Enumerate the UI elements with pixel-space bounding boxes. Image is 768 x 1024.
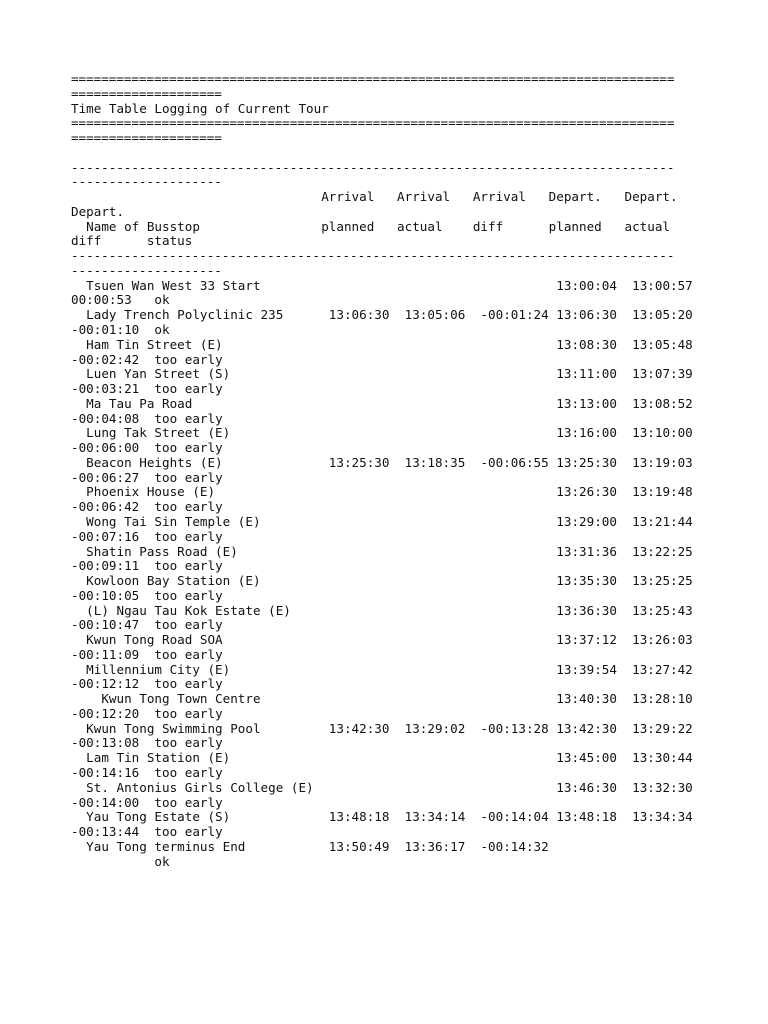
table-row-line	[71, 781, 751, 796]
arrival-actual	[405, 632, 473, 647]
table-row-line	[71, 397, 751, 412]
stop-name: Kwun Tong Road SOA	[71, 632, 329, 648]
table-row-line	[71, 574, 751, 589]
stop-name: Yau Tong terminus End	[71, 838, 329, 854]
table-row-line	[71, 293, 751, 308]
departure-actual: 13:28:10	[632, 691, 693, 707]
departure-diff: -00:02:42	[71, 351, 155, 367]
departure-diff: -00:07:16	[71, 528, 155, 544]
table-row-line	[71, 751, 751, 766]
departure-planned: 13:35:30	[556, 573, 633, 589]
arrival-diff: -00:06:55	[472, 454, 557, 470]
status-text: too early	[154, 528, 223, 544]
stop-name: Beacon Heights (E)	[71, 454, 329, 470]
arrival-diff	[473, 544, 556, 559]
departure-planned: 13:31:36	[556, 543, 633, 559]
arrival-planned	[329, 750, 405, 765]
departure-planned: 13:42:30	[556, 720, 633, 736]
departure-planned: 13:25:30	[556, 454, 633, 470]
departure-planned: 13:37:12	[556, 632, 633, 648]
stop-name: (L) Ngau Tau Kok Estate (E)	[71, 602, 329, 618]
departure-planned: 13:48:18	[556, 809, 633, 825]
status-text: too early	[154, 794, 223, 810]
table-header-line: Arrival Arrival Arrival Depart. Depart.	[71, 189, 678, 205]
departure-planned: 13:00:04	[556, 277, 633, 293]
timetable-log-document	[71, 72, 751, 869]
departure-actual: 13:25:43	[632, 602, 693, 618]
stop-name: Lam Tin Station (E)	[71, 750, 329, 766]
arrival-diff	[473, 632, 556, 647]
table-row-line	[71, 648, 751, 663]
arrival-actual	[405, 603, 473, 618]
stop-name: Phoenix House (E)	[71, 484, 329, 500]
status-text: too early	[154, 617, 223, 633]
table-row-line	[71, 367, 751, 382]
arrival-planned	[329, 337, 405, 352]
departure-diff: 00:00:53	[71, 292, 155, 308]
departure-actual: 13:22:25	[632, 543, 693, 559]
departure-planned: 13:13:00	[556, 395, 633, 411]
table-row-line	[71, 604, 751, 619]
departure-diff: -00:13:44	[71, 824, 155, 840]
departure-diff: -00:10:47	[71, 617, 155, 633]
arrival-planned	[329, 544, 405, 559]
stop-name: Kowloon Bay Station (E)	[71, 573, 329, 589]
arrival-actual: 13:36:17	[404, 838, 473, 854]
arrival-diff: -00:01:24	[472, 307, 557, 323]
table-header-line: diff status	[71, 233, 193, 249]
table-row-line	[71, 722, 751, 737]
departure-diff: -00:03:21	[71, 381, 155, 397]
status-text: too early	[154, 381, 223, 397]
arrival-actual	[405, 662, 473, 677]
table-row-line	[71, 796, 751, 811]
departure-planned: 13:45:00	[556, 750, 633, 766]
arrival-diff: -00:14:32	[472, 838, 557, 854]
stop-name: St. Antonius Girls College (E)	[71, 779, 329, 795]
arrival-planned: 13:50:49	[328, 838, 405, 854]
departure-actual: 13:29:22	[632, 720, 693, 736]
departure-planned: 13:11:00	[556, 366, 633, 382]
arrival-diff	[473, 603, 556, 618]
single-rule: --------------------------------------------------------------------------------	[71, 159, 675, 175]
table-row	[71, 722, 751, 752]
departure-actual: 13:07:39	[632, 366, 693, 382]
arrival-actual	[405, 691, 473, 706]
stop-name: Tsuen Wan West 33 Start	[71, 277, 329, 293]
departure-actual: 13:19:03	[632, 454, 693, 470]
arrival-actual	[405, 484, 473, 499]
stop-name: Kwun Tong Swimming Pool	[71, 720, 329, 736]
table-row-line	[71, 677, 751, 692]
arrival-actual: 13:29:02	[404, 720, 473, 736]
departure-diff: -00:10:05	[71, 587, 155, 603]
table-header-line: Name of Busstop planned actual diff planned actual	[71, 218, 670, 234]
status-text: too early	[154, 646, 223, 662]
arrival-diff	[473, 750, 556, 765]
table-row	[71, 692, 751, 722]
departure-actual: 13:05:48	[632, 336, 693, 352]
arrival-planned	[329, 514, 405, 529]
table-row-line	[71, 618, 751, 633]
status-text: too early	[154, 676, 223, 692]
table-row-line	[71, 279, 751, 294]
departure-planned: 13:26:30	[556, 484, 633, 500]
table-row	[71, 781, 751, 811]
departure-planned	[556, 839, 632, 854]
arrival-actual	[405, 366, 473, 381]
status-text: too early	[154, 499, 223, 515]
table-row-line	[71, 515, 751, 530]
table-row-line	[71, 441, 751, 456]
arrival-actual: 13:18:35	[404, 454, 473, 470]
stop-name: Wong Tai Sin Temple (E)	[71, 513, 329, 529]
stop-name: Yau Tong Estate (S)	[71, 809, 329, 825]
departure-actual: 13:30:44	[632, 750, 693, 766]
table-row	[71, 456, 751, 486]
page-title: Time Table Logging of Current Tour	[71, 100, 329, 116]
departure-actual: 13:05:20	[632, 307, 693, 323]
status-text: too early	[154, 735, 223, 751]
arrival-diff: -00:13:28	[472, 720, 557, 736]
arrival-diff: -00:14:04	[472, 809, 557, 825]
table-row	[71, 308, 751, 338]
arrival-actual	[405, 573, 473, 588]
departure-actual: 13:26:03	[632, 632, 693, 648]
arrival-actual	[405, 544, 473, 559]
table-row-line	[71, 323, 751, 338]
departure-diff: -00:09:11	[71, 558, 155, 574]
table-row	[71, 515, 751, 545]
table-row-line	[71, 736, 751, 751]
table-row	[71, 338, 751, 368]
arrival-diff	[473, 662, 556, 677]
departure-diff: -00:13:08	[71, 735, 155, 751]
arrival-diff	[473, 366, 556, 381]
arrival-diff	[473, 484, 556, 499]
arrival-planned	[329, 366, 405, 381]
table-row-line	[71, 766, 751, 781]
departure-diff: -00:01:10	[71, 322, 155, 338]
arrival-planned	[329, 484, 405, 499]
table-row-line	[71, 471, 751, 486]
arrival-diff	[473, 278, 556, 293]
departure-diff: -00:04:08	[71, 410, 155, 426]
table-header-line: Depart.	[71, 203, 125, 219]
stop-name: Millennium City (E)	[71, 661, 329, 677]
status-text: too early	[154, 558, 223, 574]
table-row-line	[71, 353, 751, 368]
table-row-line	[71, 530, 751, 545]
table-row-line	[71, 456, 751, 471]
departure-actual: 13:21:44	[632, 513, 693, 529]
double-rule-wrap: ====================	[71, 85, 222, 101]
arrival-diff	[473, 780, 556, 795]
table-row-line	[71, 412, 751, 427]
table-row	[71, 633, 751, 663]
departure-actual: 13:32:30	[632, 779, 693, 795]
table-row	[71, 604, 751, 634]
departure-planned: 13:40:30	[556, 691, 633, 707]
table-row-line	[71, 840, 751, 855]
arrival-actual	[405, 278, 473, 293]
double-rule: ================================================================================	[71, 71, 675, 86]
departure-diff: -00:12:20	[71, 705, 155, 721]
table-row-line	[71, 810, 751, 825]
arrival-planned	[329, 603, 405, 618]
status-text: too early	[154, 705, 223, 721]
stop-name: Lady Trench Polyclinic 235	[71, 307, 329, 323]
status-text: too early	[154, 824, 223, 840]
departure-diff: -00:06:27	[71, 469, 155, 485]
single-rule-wrap: --------------------	[71, 174, 222, 190]
single-rule-wrap: --------------------	[71, 262, 222, 278]
arrival-planned	[329, 780, 405, 795]
status-text: too early	[154, 469, 223, 485]
table-row	[71, 397, 751, 427]
departure-diff: -00:14:16	[71, 764, 155, 780]
arrival-diff	[473, 337, 556, 352]
table-row-line	[71, 545, 751, 560]
departure-actual: 13:25:25	[632, 573, 693, 589]
table-row-line	[71, 559, 751, 574]
timetable-rows	[71, 279, 751, 870]
departure-actual: 13:08:52	[632, 395, 693, 411]
arrival-actual	[405, 337, 473, 352]
table-row-line	[71, 692, 751, 707]
stop-name: Shatin Pass Road (E)	[71, 543, 329, 559]
arrival-diff	[473, 396, 556, 411]
table-row	[71, 367, 751, 397]
table-row	[71, 485, 751, 515]
departure-actual	[632, 839, 693, 854]
single-rule: --------------------------------------------------------------------------------	[71, 248, 675, 264]
table-row	[71, 810, 751, 840]
table-row	[71, 574, 751, 604]
status-text: ok	[154, 292, 170, 308]
departure-diff: -00:11:09	[71, 646, 155, 662]
departure-diff	[71, 854, 154, 869]
arrival-planned	[329, 396, 405, 411]
departure-planned: 13:36:30	[556, 602, 633, 618]
departure-diff: -00:06:00	[71, 440, 155, 456]
arrival-planned: 13:48:18	[328, 809, 405, 825]
arrival-planned: 13:25:30	[328, 454, 405, 470]
arrival-actual	[405, 750, 473, 765]
double-rule-wrap: ====================	[71, 130, 222, 146]
departure-planned: 13:06:30	[556, 307, 633, 323]
arrival-diff	[473, 425, 556, 440]
arrival-diff	[473, 514, 556, 529]
status-text: ok	[154, 322, 170, 338]
departure-actual: 13:00:57	[632, 277, 693, 293]
blank-line	[71, 146, 751, 161]
stop-name: Ham Tin Street (E)	[71, 336, 329, 352]
departure-diff: -00:12:12	[71, 676, 155, 692]
table-row-line	[71, 825, 751, 840]
departure-planned: 13:16:00	[556, 425, 633, 441]
status-text: too early	[154, 587, 223, 603]
status-text: ok	[154, 853, 170, 869]
arrival-planned	[329, 691, 405, 706]
table-row	[71, 751, 751, 781]
status-text: too early	[154, 440, 223, 456]
stop-name: Ma Tau Pa Road	[71, 395, 329, 411]
arrival-planned: 13:42:30	[328, 720, 405, 736]
arrival-actual: 13:05:06	[404, 307, 473, 323]
table-row-line	[71, 485, 751, 500]
arrival-actual	[405, 514, 473, 529]
departure-actual: 13:34:34	[632, 809, 693, 825]
departure-actual: 13:10:00	[632, 425, 693, 441]
arrival-planned	[329, 573, 405, 588]
arrival-planned	[329, 632, 405, 647]
table-row-line	[71, 663, 751, 678]
status-text: too early	[154, 410, 223, 426]
table-row-line	[71, 426, 751, 441]
arrival-planned	[329, 425, 405, 440]
table-row	[71, 545, 751, 575]
arrival-actual	[405, 396, 473, 411]
table-row-line	[71, 338, 751, 353]
arrival-actual	[405, 780, 473, 795]
table-row	[71, 840, 751, 870]
table-row-line	[71, 308, 751, 323]
status-text: too early	[154, 351, 223, 367]
arrival-diff	[473, 691, 556, 706]
table-row-line	[71, 633, 751, 648]
status-text: too early	[154, 764, 223, 780]
stop-name: Lung Tak Street (E)	[71, 425, 329, 441]
departure-planned: 13:08:30	[556, 336, 633, 352]
stop-name: Kwun Tong Town Centre	[71, 691, 329, 707]
table-row-line	[71, 589, 751, 604]
departure-actual: 13:19:48	[632, 484, 693, 500]
table-row-line	[71, 707, 751, 722]
departure-planned: 13:39:54	[556, 661, 633, 677]
arrival-actual	[405, 425, 473, 440]
departure-planned: 13:29:00	[556, 513, 633, 529]
table-row-line	[71, 500, 751, 515]
arrival-planned: 13:06:30	[328, 307, 405, 323]
arrival-diff	[473, 573, 556, 588]
departure-diff: -00:06:42	[71, 499, 155, 515]
table-row-line	[71, 382, 751, 397]
arrival-actual: 13:34:14	[404, 809, 473, 825]
arrival-planned	[329, 278, 405, 293]
arrival-planned	[329, 662, 405, 677]
departure-planned: 13:46:30	[556, 779, 633, 795]
double-rule: ================================================================================	[71, 115, 675, 131]
departure-actual: 13:27:42	[632, 661, 693, 677]
table-row	[71, 279, 751, 309]
stop-name: Luen Yan Street (S)	[71, 366, 329, 382]
table-row	[71, 426, 751, 456]
departure-diff: -00:14:00	[71, 794, 155, 810]
table-row-line	[71, 855, 751, 870]
table-row	[71, 663, 751, 693]
